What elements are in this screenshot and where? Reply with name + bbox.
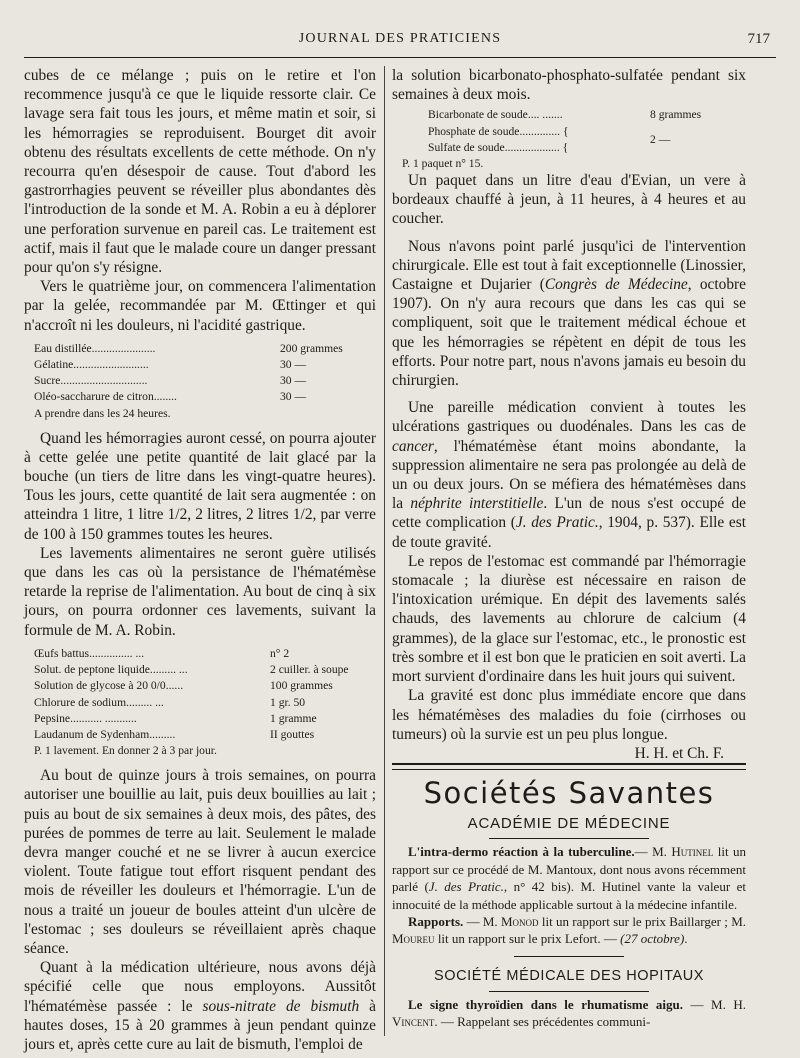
ingredient-name: Pepsine <box>34 711 71 725</box>
formula-row <box>428 124 701 140</box>
leader-dots: ...... <box>165 679 184 693</box>
paragraph: la solution bicarbonato-phosphato-sulfatée pendant six semaines à deux mois. <box>392 67 746 104</box>
text-run: à hautes doses, 15 à 20 grammes à jeun pendant quinze jours et, après cette cure au lait de bismuth, l'emploi de <box>24 997 376 1053</box>
formula-gelee <box>34 341 343 406</box>
formula-row <box>34 341 343 357</box>
emphasis: Congrès de Médecine <box>544 276 688 294</box>
ingredient-name: Œufs battus <box>34 646 90 660</box>
page-number: 717 <box>747 31 770 47</box>
brace-glyph: { <box>562 124 569 138</box>
ingredient-qty: II gouttes <box>270 727 315 741</box>
leader-dots: .......................... <box>73 358 149 372</box>
running-title: JOURNAL DES PRATICIENS <box>298 31 502 46</box>
report-title: L'intra-dermo réaction à la tuberculine. <box>408 844 635 860</box>
emphasis: J. des Pratic. <box>428 879 504 895</box>
author-name: Moureu <box>392 931 435 947</box>
subsection-title: SOCIÉTÉ MÉDICALE DES HOPITAUX <box>433 967 705 984</box>
text-run: — M. <box>463 913 501 929</box>
author-name: Monod <box>500 913 539 929</box>
ingredient-qty: 1 gramme <box>270 711 317 725</box>
brace-glyph: { <box>562 140 569 154</box>
emphasis: (27 octobre) <box>620 931 685 947</box>
ingredient-name: Bicarbonate de soude <box>428 108 528 122</box>
formula-paquet <box>428 107 701 156</box>
author-name: Hutinel <box>671 844 714 860</box>
leader-dots: .............................. <box>60 374 148 388</box>
section-rule <box>392 763 746 770</box>
emphasis: J. des Pratic. <box>515 514 599 532</box>
ingredient-name: Eau distillée <box>34 341 92 355</box>
column-divider <box>384 66 385 1036</box>
paragraph: Un paquet dans un litre d'eau d'Evian, un vere à bordeaux chauffé à jeun, à 11 heures, à 4 heures et au coucher. <box>392 172 746 228</box>
text-run: lit un rapport sur le prix Lefort. — <box>434 931 621 947</box>
leader-dots: ......... <box>149 727 176 741</box>
subsection-title: ACADÉMIE DE MÉDECINE <box>467 815 671 833</box>
ingredient-name: Solution de glycose à 20 0/0 <box>34 679 166 693</box>
ingredient-qty: 2 — <box>650 132 671 146</box>
section-title: Sociétés Savantes <box>423 776 715 811</box>
leader-dots: .... ....... <box>527 108 563 122</box>
report-entry <box>392 913 746 948</box>
leader-dots: ......... ... <box>149 663 188 677</box>
ingredient-name: Sulfate de soude <box>428 140 505 154</box>
ingredient-qty: 30 — <box>280 390 307 404</box>
report-entry <box>392 843 746 913</box>
report-title: Le signe thyroïdien dans le rhumatisme aigu. <box>408 996 683 1012</box>
paragraph <box>392 237 746 391</box>
text-run: — M. H. <box>682 996 746 1012</box>
ingredient-name: Laudanum de Sydenham <box>34 727 150 741</box>
emphasis: cancer <box>392 437 434 455</box>
formula-row <box>34 695 349 711</box>
text-run: La gravité est donc plus immédiate encore que dans les hématémèses des maladies du foie (cirrhoses ou tumeurs) où la survie est un peu plus longue. <box>392 687 746 743</box>
paragraph: Les lavements alimentaires ne seront guère utilisés que dans les cas où la persistance de l'hématémèse retarde la reprise de l'alimentation. Au bout de cinq à six jours, on pourra ordonner ces lavements, suivant la formule de M. A. Robin. <box>24 544 376 639</box>
text-run: Quant à la médication ultérieure, nous avons déjà spécifié celle que nous employons. Aussitôt l'hématémèse passée : le <box>24 959 376 1015</box>
ingredient-name: Oléo-saccharure de citron <box>34 390 154 404</box>
formula-row <box>34 646 349 662</box>
leader-dots: .............. <box>519 124 561 138</box>
paragraph <box>24 958 376 1054</box>
signature: H. H. et Ch. F. <box>634 744 724 762</box>
text-run: Une pareille médication convient à toutes les ulcérations gastriques ou duodénales. Dans les cas de <box>392 399 746 436</box>
ingredient-qty: 100 grammes <box>270 679 333 693</box>
paragraph <box>392 686 746 762</box>
formula-row <box>34 727 349 743</box>
text-run: , n° 42 bis). M. Hutinel vante la valeur et innocuité de la méthode applicable surtout à la médecine infantile. <box>392 879 747 912</box>
ingredient-name: Sucre <box>34 374 61 388</box>
formula-row <box>34 373 343 389</box>
formula-row <box>428 107 701 123</box>
formula-note: P. 1 paquet n° 15. <box>402 157 484 171</box>
ingredient-name: Chlorure de sodium <box>34 695 127 709</box>
text-run: , octobre 1907). On n'y aura recours que dans les cas qui se compliquent, soit que le traitement médical échoue et que les hémorragies se répètent en dépit de tous les efforts. Pour notre part, nous n'avons jamais eu besoin du chirurgien. <box>392 276 746 390</box>
ingredient-qty: 1 gr. 50 <box>270 695 306 709</box>
author-name: Vincent <box>392 1014 435 1030</box>
subsection-rule <box>489 838 649 839</box>
text-run: . L'un de nous s'est occupé de cette complication ( <box>392 495 746 532</box>
leader-dots: ...................... <box>91 341 156 355</box>
text-run: lit un rapport sur le prix Baillarger ; M. <box>538 913 747 929</box>
text-run: Nous n'avons point parlé jusqu'ici de l'intervention chirurgicale. Elle est tout à fait exceptionnelle (Linossier, Castaigne et Dujarier ( <box>392 237 746 294</box>
ingredient-qty: 200 grammes <box>280 341 343 355</box>
emphasis: néphrite interstitielle <box>410 495 544 513</box>
ingredient-qty: 30 — <box>280 374 307 388</box>
page-header <box>24 28 776 50</box>
leader-dots: ......... ... <box>126 695 164 709</box>
left-column <box>24 66 376 1054</box>
text-run: , 1904, p. 537). Elle est de toute gravité. <box>392 514 746 551</box>
emphasis: sous-nitrate de bismuth <box>202 997 360 1015</box>
paragraph: Le repos de l'estomac est commandé par l'hémorragie stomacale ; la diurèse est nécessaire en raison de l'intoxication urémique. En dépit des lavements salés chauds, des lavements au chlorure de calcium (4 grammes), de la glace sur l'estomac, etc., le pronostic est très sombre et il est bon que le praticien en soit averti. La mort survient d'ordinaire dans les huit jours qui suivent. <box>392 552 746 686</box>
formula-row <box>34 389 343 405</box>
leader-dots: ............... ... <box>89 646 145 660</box>
right-column <box>392 66 746 1031</box>
subsection-rule <box>489 991 649 992</box>
paragraph: Au bout de quinze jours à trois semaines, on pourra autoriser une bouillie au lait, puis deux bouillies au lait ; puis au bout de six semaines à deux mois, des pâtes, des purées de pommes de terre au lait. Seulement le malade devra manger couché et ne se livrer à aucun exercice violent. Toute fatigue tout effort risquent pendant des mois de réveiller les douleurs et l'hémorragie. L'un de nous a traité un joueur de boules atteint d'un ulcère de l'estomac ; ses douleurs se réveillaient après chaque séance. <box>24 767 376 957</box>
text-run: . — Rappelant ses précédentes communi- <box>434 1014 651 1030</box>
leader-dots: ........ <box>153 390 177 404</box>
text-run: . <box>684 931 688 947</box>
formula-note: A prendre dans les 24 heures. <box>34 406 171 420</box>
formula-row <box>34 357 343 373</box>
paragraph <box>392 398 746 552</box>
leader-dots: ................... <box>504 140 560 154</box>
text-run: — M. <box>634 844 672 860</box>
paragraph: Quand les hémorragies auront cessé, on pourra ajouter à cette gelée une petite quantité de lait glacé par la bouche (un tiers de litre dans les vingt-quatre heures). Tous les jours, cette quantité de lait sera augmentée : on atteindra 1 litre, 1 litre 1/2, 2 litres, 2 litres 1/2, par verre de 100 à 150 grammes toutes les heures. <box>24 429 376 543</box>
subsection-rule <box>514 956 624 957</box>
ingredient-name: Gélatine <box>34 358 74 372</box>
text-run: lit un rapport sur ce procédé de M. Mantoux, dont nous avons récemment parlé ( <box>392 844 747 895</box>
paragraph: cubes de ce mélange ; puis on le retire et l'on recommence jusqu'à ce que le liquide ressorte clair. Ce lavage sera fait tous les jours, et même matin et soir, si les hémorragies se reproduisent. Bourget dit avoir obtenu des résultats excellents de cette méthode. On n'y recourra qu'en désespoir de cause. Tout d'abord les gastrorrhagies peuvent se réveiller plus abondantes dès l'introduction de la sonde et M. A. Robin a eu à déplorer une perforation survenue en pareil cas. Le traitement est actif, mais il faut que le malade coure un danger pressant pour qu'on s'y résigne. <box>24 67 376 277</box>
formula-note: P. 1 lavement. En donner 2 à 3 par jour. <box>34 744 217 758</box>
formula-row <box>34 711 349 727</box>
header-rule <box>24 57 776 58</box>
ingredient-qty: 2 cuiller. à soupe <box>270 663 349 677</box>
ingredient-qty: 30 — <box>280 358 307 372</box>
ingredient-qty: 8 grammes <box>650 108 702 122</box>
ingredient-name: Solut. de peptone liquide <box>34 663 150 677</box>
leader-dots: ........... ........... <box>70 711 137 725</box>
formula-row <box>34 678 349 694</box>
ingredient-name: Phosphate de soude <box>428 124 520 138</box>
formula-row <box>34 662 349 678</box>
formula-lavement <box>34 646 349 743</box>
ingredient-qty: n° 2 <box>270 646 290 660</box>
paragraph: Vers le quatrième jour, on commencera l'alimentation par la gelée, recommandée par M. Œttinger et qui n'accroît ni les douleurs, ni l'acidité gastrique. <box>24 278 376 334</box>
report-entry <box>392 996 746 1031</box>
text-run: , l'hématémèse étant moins abondante, la suppression alimentaire ne sera pas prolongée au delà de un ou deux jours. On se méfiera des hématémèses dans la <box>392 437 746 513</box>
report-title: Rapports. <box>408 913 464 929</box>
